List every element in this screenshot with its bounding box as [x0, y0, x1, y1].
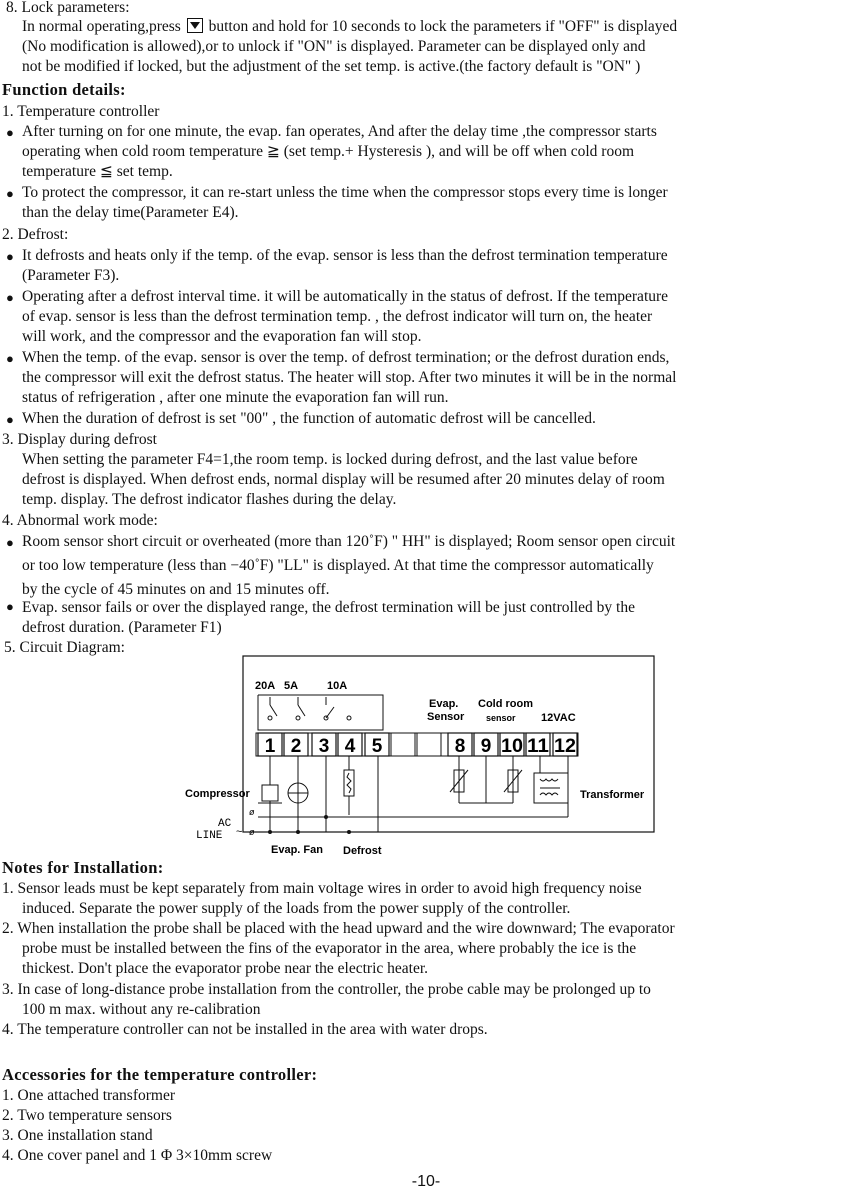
section-4-title: 4. Abnormal work mode: [2, 512, 158, 529]
note-2-l2: probe must be installed between the fins of the evaporator in the area, where probably the ice is the [22, 940, 637, 957]
compressor-label: Compressor [185, 788, 250, 800]
note-3-l2: 100 m max. without any re-calibration [22, 1001, 261, 1018]
terminal-label-10: 10 [501, 736, 523, 757]
terminal-label-8: 8 [454, 736, 466, 757]
defrost-label: Defrost [343, 845, 382, 857]
terminal-label-11: 11 [527, 736, 550, 757]
evap-fan-label: Evap. Fan [271, 844, 323, 856]
accessories-heading: Accessories for the temperature controller: [2, 1065, 318, 1084]
note-3-l1: 3. In case of long-distance probe installation from the controller, the probe cable may be prolonged up to [2, 981, 651, 998]
terminal-label-9: 9 [480, 736, 492, 757]
s1-b1-l2: operating when cold room temperature ≧ (set temp.+ Hysteresis ), and will be off when cold room [22, 143, 635, 160]
s3-l2: defrost is displayed. When defrost ends, normal display will be resumed after 20 minutes delay of room [22, 471, 665, 488]
transformer-label: Transformer [580, 789, 645, 801]
section-5-title: 5. Circuit Diagram: [4, 639, 125, 656]
ac-label: AC [218, 818, 232, 830]
s1-b1-l3: temperature ≦ set temp. [22, 163, 173, 180]
lock-line-1a: In normal operating,press [22, 18, 181, 35]
terminal-label-2: 2 [290, 736, 302, 757]
rating-5a: 5A [284, 680, 299, 692]
lock-line-2: (No modification is allowed),or to unlock if "ON" is displayed. Parameter can be displayed only and [22, 38, 646, 55]
circuit-diagram [178, 655, 668, 860]
rating-20a: 20A [255, 680, 276, 692]
note-1-l2: induced. Separate the power supply of the loads from the power supply of the controller. [22, 900, 571, 917]
bullet-icon: ● [6, 290, 14, 305]
notes-heading: Notes for Installation: [2, 858, 164, 877]
note-1-l1: 1. Sensor leads must be kept separately from main voltage wires in order to avoid high frequency noise [2, 880, 642, 897]
note-2-l3: thickest. Don't place the evaporator probe near the electric heater. [22, 960, 429, 977]
s2-b2-l2: of evap. sensor is less than the defrost termination temp. , the defrost indicator will turn on, the heater [22, 308, 653, 325]
s4-b2-l2: defrost duration. (Parameter F1) [22, 619, 222, 636]
lock-title: 8. Lock parameters: [6, 0, 130, 16]
terminal-label-4: 4 [344, 736, 356, 757]
s4-b2-l1: Evap. sensor fails or over the displayed range, the defrost termination will be just controlled by the [22, 599, 635, 616]
lock-line-1b: button and hold for 10 seconds to lock the parameters if "OFF" is displayed [208, 18, 678, 35]
s1-b2-l2: than the delay time(Parameter E4). [22, 204, 239, 221]
terminal-strip [256, 733, 578, 757]
terminal-label-12: 12 [554, 736, 576, 757]
bullet-icon: ● [6, 186, 14, 201]
rating-10a: 10A [327, 680, 348, 692]
svg-text:~: ~ [236, 826, 243, 838]
s2-b4-l1: When the duration of defrost is set "00" , the function of automatic defrost will be cancelled. [22, 410, 596, 427]
bullet-icon: ● [6, 249, 14, 264]
bullet-icon: ● [6, 535, 14, 550]
function-heading: Function details: [2, 80, 126, 99]
s1-b2-l1: To protect the compressor, it can re-start unless the time when the compressor stops every time is longer [22, 184, 668, 201]
section-2-title: 2. Defrost: [2, 226, 69, 243]
s2-b3-l3: status of refrigeration , after one minute the evaporation fan will run. [22, 389, 449, 406]
evap-sensor-label-2: Sensor [427, 711, 465, 723]
s3-l3: temp. display. The defrost indicator flashes during the delay. [22, 491, 397, 508]
terminal-label-5: 5 [371, 736, 383, 757]
lock-line-3: not be modified if locked, but the adjustment of the set temp. is active.(the factory default is "ON" ) [22, 58, 641, 75]
s1-b1-l1: After turning on for one minute, the evap. fan operates, And after the delay time ,the compressor starts [22, 123, 657, 140]
bullet-icon: ● [6, 412, 14, 427]
s2-b1-l1: It defrosts and heats only if the temp. of the evap. sensor is less than the defrost termination temperature [22, 247, 668, 264]
voltage-label: 12VAC [541, 712, 576, 724]
s3-l1: When setting the parameter F4=1,the room temp. is locked during defrost, and the last value before [22, 451, 638, 468]
s4-b1-l1: Room sensor short circuit or overheated (more than 120˚F) " HH" is displayed; Room sensor open circuit [22, 533, 676, 550]
svg-text:ø: ø [249, 827, 255, 837]
bullet-icon: ● [6, 351, 14, 366]
compressor-icon [262, 785, 278, 801]
s2-b3-l1: When the temp. of the evap. sensor is over the temp. of defrost termination; or the defrost duration ends, [22, 349, 670, 366]
page-number: -10- [411, 1173, 441, 1190]
s4-b1-l2: or too low temperature (less than −40˚F) "LL" is displayed. At that time the compressor automatically [22, 557, 654, 574]
lock-line-1 [22, 17, 677, 37]
relay-box [258, 695, 383, 730]
s2-b3-l2: the compressor will exit the defrost status. The heater will stop. After two minutes it will be in the normal [22, 369, 677, 386]
bullet-icon: ● [6, 125, 14, 140]
note-4-l1: 4. The temperature controller can not be installed in the area with water drops. [2, 1021, 488, 1038]
evap-sensor-label-1: Evap. [429, 698, 459, 710]
svg-text:ø: ø [249, 807, 255, 817]
accessory-3: 3. One installation stand [2, 1127, 153, 1144]
s2-b2-l1: Operating after a defrost interval time. it will be automatically in the status of defrost. If the temperature [22, 288, 669, 305]
terminal-label-1: 1 [264, 736, 276, 757]
accessory-4: 4. One cover panel and 1 Φ 3×10mm screw [2, 1147, 273, 1164]
accessory-1: 1. One attached transformer [2, 1087, 176, 1104]
s2-b1-l2: (Parameter F3). [22, 267, 120, 284]
cold-sensor-label-1: Cold room [478, 698, 533, 710]
line-label: LINE [196, 830, 223, 842]
bullet-icon: ● [6, 599, 14, 614]
accessory-2: 2. Two temperature sensors [2, 1107, 172, 1124]
section-3-title: 3. Display during defrost [2, 431, 157, 448]
s4-b1-l3: by the cycle of 45 minutes on and 15 minutes off. [22, 581, 330, 598]
cold-sensor-label-2: sensor [486, 713, 516, 723]
down-key-icon [187, 18, 203, 33]
terminal-label-3: 3 [318, 736, 330, 757]
section-1-title: 1. Temperature controller [2, 103, 160, 120]
note-2-l1: 2. When installation the probe shall be placed with the head upward and the wire downward; The evaporator [2, 920, 675, 937]
s2-b2-l3: will work, and the compressor and the evaporation fan will stop. [22, 328, 422, 345]
